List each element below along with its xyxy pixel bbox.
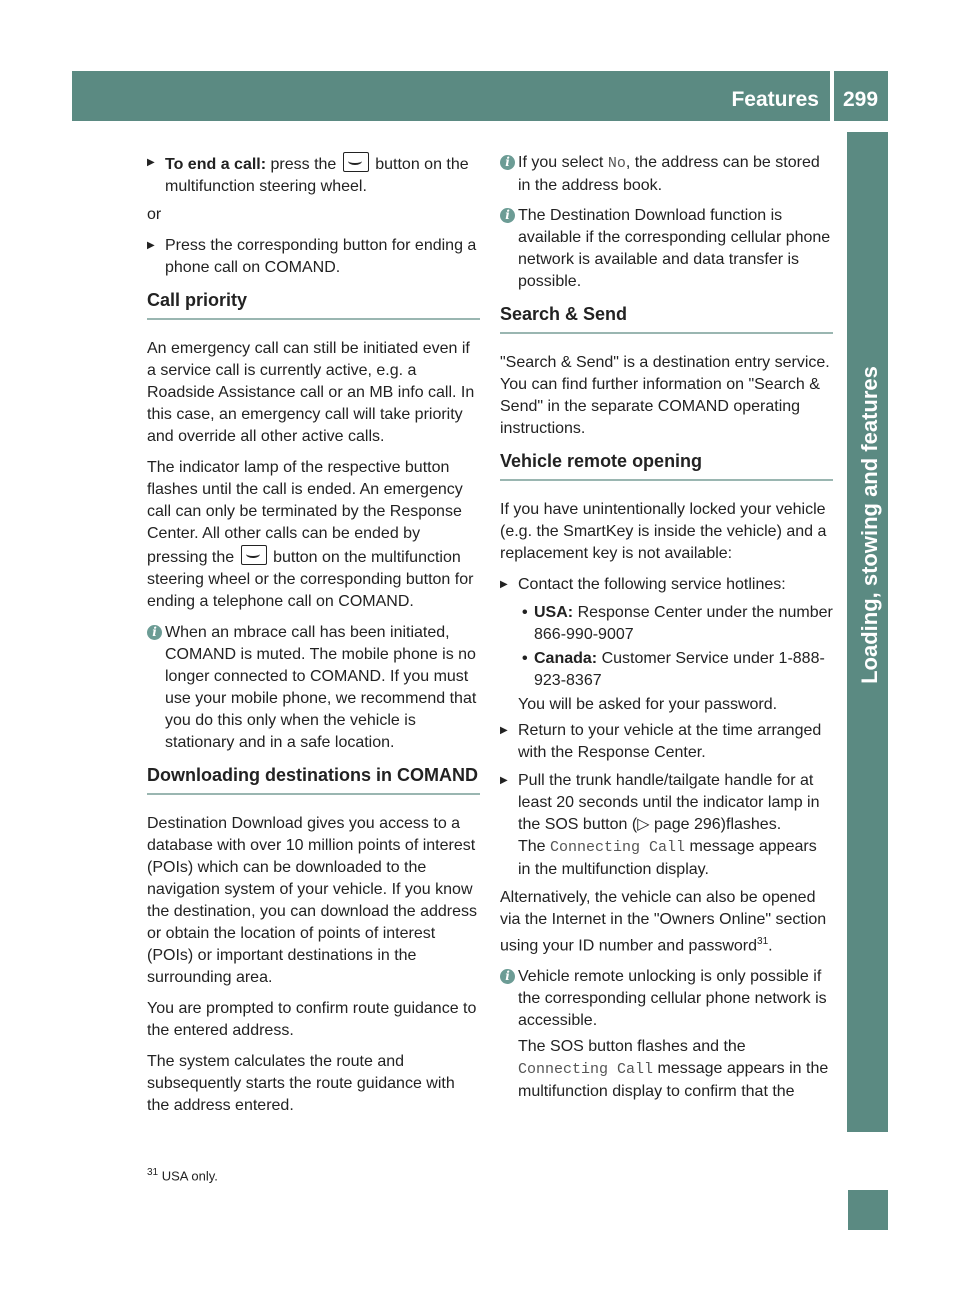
chapter-marker	[848, 1190, 888, 1230]
page-reference-link[interactable]: ▷ page 296	[637, 816, 721, 833]
list-item: • Canada: Customer Service under 1-888-923-8367	[500, 648, 833, 692]
heading-search-send: Search & Send	[500, 303, 833, 334]
info-icon: i	[500, 969, 515, 984]
info-note: i If you select No, the address can be stored in the address book.	[500, 152, 833, 197]
paragraph: Alternatively, the vehicle can also be opened via the Internet in the "Owners Online" section using your ID number and password$^{31}$.	[500, 889, 827, 955]
instruction-step: ▶ Contact the following service hotlines:	[500, 574, 833, 596]
page-number: 299	[843, 88, 879, 111]
heading-call-priority: Call priority	[147, 289, 480, 320]
footnote: $^{31}$ USA only.	[147, 1167, 218, 1184]
paragraph: If you have unintentionally locked your vehicle (e.g. the SmartKey is inside the vehicle) and a replacement key is not available:	[500, 501, 827, 562]
footnote-ref[interactable]: 31	[757, 936, 769, 947]
right-column	[500, 152, 833, 1111]
info-note-continued: The SOS button flashes and the Connecting Call message appears in the multifunction display to confirm that the	[518, 1038, 829, 1101]
info-icon: i	[147, 625, 162, 640]
paragraph: Destination Download gives you access to a database with over 10 million points of interest (POIs) which can be downloaded to the navigation system of your vehicle. If you know the destination, you can download the address or obtain the location of points of interest (POIs) or important destinations in the surrounding area.	[147, 815, 478, 986]
section-title: Features	[731, 88, 819, 111]
paragraph: The indicator lamp of the respective button flashes until the call is ended. An emergency call can only be terminated by the Response Center. All other calls can be ended by pressing the button on the multifunction steering wheel or the corresponding button for ending a telephone call on COMAND.	[147, 459, 474, 610]
paragraph: You are prompted to confirm route guidance to the entered address.	[147, 1000, 477, 1039]
info-icon: i	[500, 208, 515, 223]
password-note: You will be asked for your password.	[518, 696, 778, 713]
paragraph: "Search & Send" is a destination entry service. You can find further information on "Search & Send" in the separate COMAND operating instructions.	[500, 354, 830, 437]
header-bar	[72, 71, 830, 121]
instruction-step: ▶ Return to your vehicle at the time arranged with the Response Center.	[500, 720, 833, 764]
info-note: i The Destination Download function is available if the corresponding cellular phone network is available and data transfer is possible.	[500, 205, 833, 293]
left-column	[147, 152, 480, 1126]
heading-vehicle-remote-opening: Vehicle remote opening	[500, 450, 833, 481]
or-text: or	[147, 206, 162, 223]
list-item: • USA: Response Center under the number 866-990-9007	[500, 602, 833, 646]
info-note: i When an mbrace call has been initiated, COMAND is muted. The mobile phone is no longer connected to COMAND. If you must use your mobile phone, we recommend that you do this only when the vehicle is stationary and in a safe location.	[147, 622, 480, 754]
instruction-step: ▶ Pull the trunk handle/tailgate handle for at least 20 seconds until the indicator lamp in the SOS button (▷ page 296)flashes. The Connecting Call message appears in the multifunction display.	[500, 770, 833, 881]
info-note: i Vehicle remote unlocking is only possible if the corresponding cellular phone network is accessible.	[500, 966, 833, 1032]
paragraph: The system calculates the route and subsequently starts the route guidance with the address entered.	[147, 1053, 455, 1114]
paragraph: An emergency call can still be initiated even if a service call is currently active, e.g. a Roadside Assistance call or an MB info call. In this case, an emergency call will take priority and override all other active calls.	[147, 340, 475, 445]
end-call-phone-icon	[343, 152, 369, 172]
end-call-phone-icon	[241, 545, 267, 565]
heading-downloading-destinations: Downloading destinations in COMAND	[147, 764, 480, 795]
instruction-step: ▶ Press the corresponding button for ending a phone call on COMAND.	[147, 235, 480, 279]
instruction-step: ▶ To end a call: press the button on the multifunction steering wheel.	[147, 152, 480, 198]
info-icon: i	[500, 155, 515, 170]
